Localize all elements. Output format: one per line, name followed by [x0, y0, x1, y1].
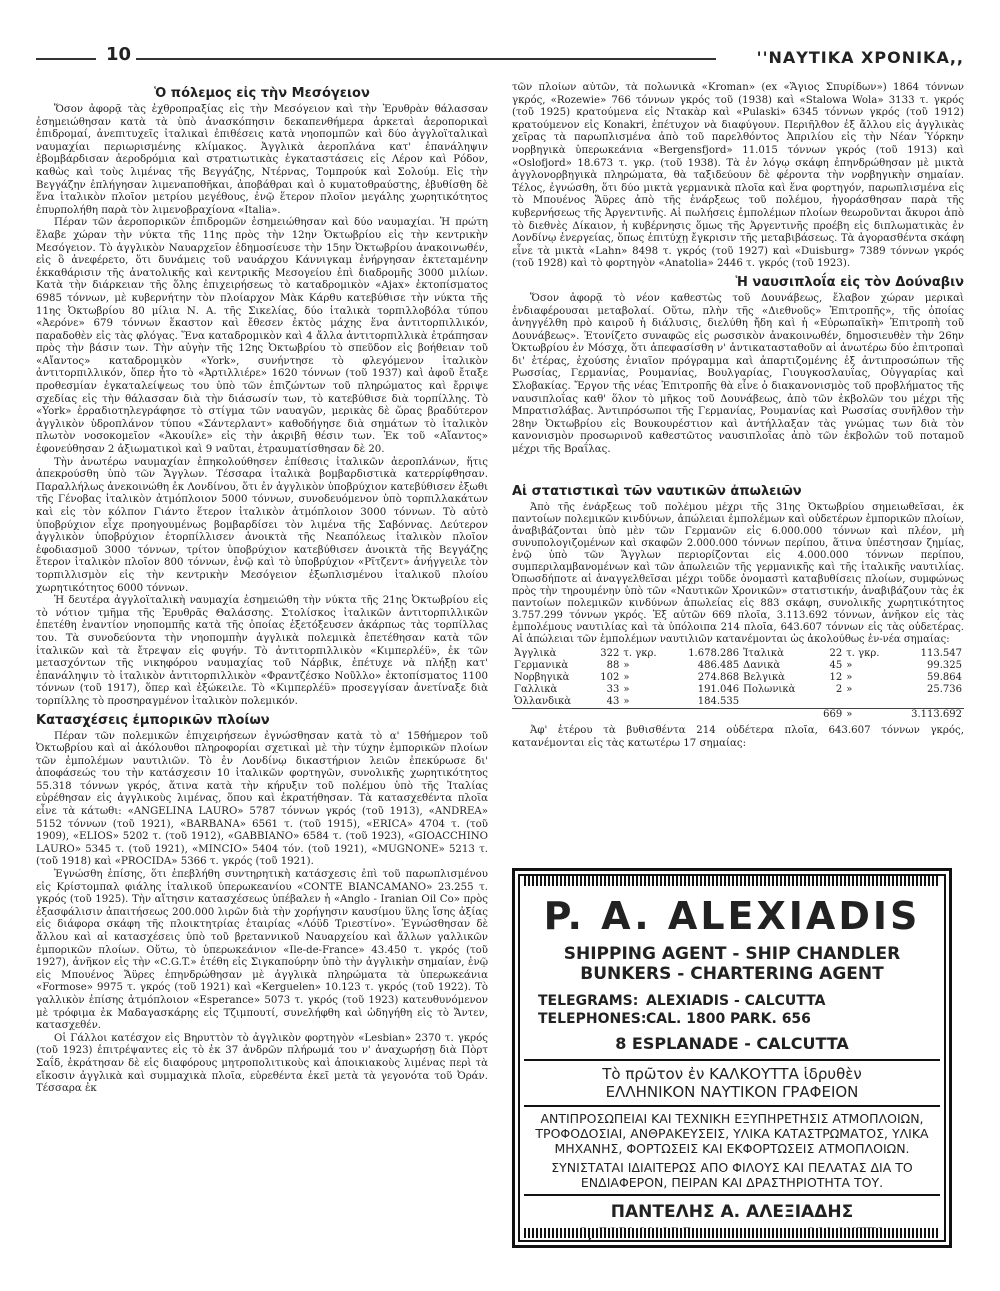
table-cell: Ὁλλανδικὰ [514, 696, 572, 707]
ad-greek-line: Τὸ πρῶτον ἐν ΚΑΛΚΟΥΤΤΑ ἱδρυθὲν [602, 1065, 862, 1083]
total-row [512, 709, 964, 722]
table-cell: 274.868 [697, 672, 740, 683]
ad-label: TELEPHONES: [538, 1011, 647, 1027]
ad-greek-line: ΕΛΛΗΝΙΚΟΝ ΝΑΥΤΙΚΟΝ ΓΡΑΦΕΙΟΝ [605, 1083, 859, 1101]
table-cell: 3.113.692 [893, 709, 964, 722]
table-cell: 88 [606, 660, 620, 671]
table-cell: Πολωνικὰ [743, 684, 796, 695]
table-cell: Ἰταλικὰ [743, 648, 784, 659]
table-row [512, 672, 964, 684]
page-number: 10 [106, 44, 132, 65]
section-title-statistics: Αἱ στατιστικαὶ τῶν ναυτικῶν ἀπωλειῶν [512, 484, 802, 499]
section-title-mediterranean: Ὁ πόλεμος εἰς τὴν Μεσόγειον [154, 86, 370, 101]
ad-services-line: BUNKERS - CHARTERING AGENT [580, 964, 884, 984]
paragraph: Ἐγνώσθη ἐπίσης, ὅτι ἐπεβλήθη συντηρητικὴ κατάσχεσις ἐπὶ τοῦ παρωπλισμένου εἰς Κρίστομπαλ φιάλης ἰταλικοῦ ὑπερωκεανίου «CONTE BIANCAMANO» 23.255 τ. γκρός (τοῦ 1925). Τὴν αἴτησιν κατασχέσεως ὑπέβαλεν ἡ «Anglo - Iranian Oil Co» πρὸς ἐξασφάλισιν ἀπαιτήσεως 200.000 λιρῶν διὰ τὴν χορήγησιν καυσίμου ὕλης ἴσης ἀξίας εἰς διάφορα σκάφη τῆς πλοικτητρίας ἑταιρίας «Λόϋδ Τριεστίνο». Ἐγνώσθησαν δὲ ἄλλου καὶ αἱ κατασχέσεις ὑπὸ τοῦ βρεταννικοῦ Ναυαρχείου καὶ ἄλλων γαλλικῶν ἐμπορικῶν πλοίων. Οὕτω, τὸ ὑπερωκεάνιον «Ile-de-France» 43.450 τ. γκρός (τοῦ 1927), ἀνῆκον εἰς τὴν «C.G.T.» ἐτέθη εἰς Σιγκαπούρην ὑπὸ τὴν ἀγγλικὴν σημαίαν, ἐνῷ εἰς Μπουένος Ἄϋρες ἐπηνδρώθησαν μὲ ἀγγλικὰ πληρώματα τὰ ὑπερωκεάνια «Formose» 9975 τ. γκρός (τοῦ 1921) καὶ «Kerguelen» 10.123 τ. γκρός (τοῦ 1922). Τὸ γαλλικὸν ἐπίσης ἀτμόπλοιον «Esperance» 5073 τ. γκρός (τοῦ 1923) κατευθυνόμενον μὲ τρόφιμα ἐκ Μαδαγασκάρης εἰς Τζιμπουτί, συνελήφθη καὶ ὡδηγήθη εἰς τὸ Ἄντεν, κατασχεθέν. [36, 869, 488, 1032]
ad-greek-services: ΑΝΤΙΠΡΟΣΩΠΕΙΑΙ ΚΑΙ ΤΕΧΝΙΚΗ ΕΞΥΠΗΡΕΤΗΣΙΣ ΑΤΜΟΠΛΟΙΩΝ, ΤΡΟΦΟΔΟΣΙΑΙ, ΑΝΘΡΑΚΕΥΣΕΙΣ, ΥΛΙΚΑ ΚΑΤΑΣΤΡΩΜΑΤΟΣ, ΥΛΙΚΑ ΜΗΧΑΝΗΣ, ΦΟΡΤΩΣΕΙΣ ΚΑΙ ΕΚΦΟΡΤΩΣΕΙΣ ΑΤΜΟΠΛΟΙΩΝ. [535, 1111, 929, 1156]
table-cell [814, 696, 844, 709]
table-cell: 45 [829, 660, 843, 671]
paragraph: Πέραν τῶν πολεμικῶν ἐπιχειρήσεων ἐγνώσθησαν κατὰ τὸ α' 15θήμερον τοῦ Ὀκτωβρίου καὶ αἱ ἀκόλουθοι πληροφορίαι σχετικαὶ μὲ τὴν τύχην ἐμπορικῶν πλοίων τῶν ἐμπολέμων ναυτιλιῶν. Τὸ ἐν Λονδίνῳ δικαστήριον λειῶν ἐπεκύρωσε δι' ἀποφάσεώς του τὴν κατάσχεσιν 10 ἰταλικῶν φορτηγῶν, συνολικῆς χωρητικότητος 55.318 τόννων γκρός, ἅτινα κατὰ τὴν κήρυξιν τοῦ πολέμου ὑπὸ τῆς Ἰταλίας εὑρέθησαν εἰς ἀγγλικοὺς λιμένας, ὅπου καὶ ἐκρατήθησαν. Τὰ κατασχεθέντα πλοῖα εἶνε τὰ κάτωθι: «ANGELINA LAURO» 5787 τόννων γκρός (τοῦ 1913), «ANDREA» 5152 τόννων (τοῦ 1921), «BARBANA» 6561 τ. (τοῦ 1915), «ERICA» 4704 τ. (τοῦ 1909), «ELIOS» 5202 τ. (τοῦ 1912), «GABBIANO» 6584 τ. (τοῦ 1923), «GIOACCHINO LAURO» 5345 τ. (τοῦ 1921), «MINCIO» 5404 τόν. (τοῦ 1921), «MUGNONE» 5213 τ. (τοῦ 1918) καὶ «PROCIDA» 5366 τ. γκρός (τοῦ 1921). [36, 730, 488, 868]
table-cell: τ. γκρ. [623, 648, 657, 659]
table-cell: 669 [814, 709, 844, 722]
table-cell: » [846, 672, 853, 683]
table-row [512, 696, 964, 709]
ad-greek-recommend: ΣΥΝΙΣΤΑΤΑΙ ΙΔΙΑΙΤΕΡΩΣ ΑΠΟ ΦΙΛΟΥΣ ΚΑΙ ΠΕΛΑΤΑΣ ΔΙΑ ΤΟ ΕΝΔΙΑΦΕΡΟΝ, ΠΕΙΡΑΝ ΚΑΙ ΔΡΑΣΤΗΡΙΟΤΗΤΑ ΤΟΥ. [551, 1160, 913, 1190]
table-cell: 33 [606, 684, 620, 695]
table-row [512, 660, 964, 672]
table-cell: Νορβηγικὰ [514, 672, 570, 683]
advertisement-alexiadis [512, 868, 952, 1248]
table-cell: 1.678.286 [688, 648, 740, 659]
table-cell: τ. γκρ. [846, 648, 880, 659]
ad-stripe [524, 1228, 940, 1238]
table-cell: » [623, 672, 630, 683]
table-cell: 486.485 [697, 660, 740, 671]
table-cell [591, 709, 621, 722]
table-cell [621, 709, 669, 722]
table-cell: 184.535 [697, 696, 740, 707]
ad-services-line: SHIPPING AGENT - SHIP CHANDLER [563, 944, 901, 964]
table-cell: » [844, 709, 892, 722]
table-cell: » [623, 684, 630, 695]
section-title-seizures: Κατασχέσεις ἐμπορικῶν πλοίων [36, 712, 270, 728]
table-cell: 43 [606, 696, 620, 707]
header-rule-left [36, 58, 96, 60]
left-column [36, 82, 488, 1250]
table-cell [670, 709, 741, 722]
paragraph: Ἡ δευτέρα ἀγγλοϊταλικὴ ναυμαχία ἐσημειώθη τὴν νύκτα τῆς 21ης Ὀκτωβρίου εἰς τὸ νότιον τμῆμα τῆς Ἐρυθρᾶς Θαλάσσης. Στολίσκος ἰταλικῶν ἀντιτορπιλλικῶν ἐπετέθη ἐναντίον νηοπομπῆς κατὰ τῆς ὁποίας ἐξετόξευσεν ἀκάρπως τὰς τορπίλλας του. Τὰ συνοδεύοντα τὴν νηοπομπὴν ἀγγλικὰ πολεμικὰ ἐπετέθησαν κατὰ τῶν ἰταλικῶν καὶ τὰ ἔτρεψαν εἰς φυγήν. Τὸ ἀντιτορπιλλικὸν «Κιμπερλέϋ», ἐκ τῶν μετασχόντων τῆς νικηφόρου ναυμαχίας τοῦ Νάρβικ, ἐπέτυχε νὰ πλήξῃ κατ' ἐπανάληψιν τὸ ἰταλικὸν ἀντιτορπιλλικὸν «Φραντζέσκο Νοῦλλο» ἐκτοπίσματος 1100 τόννων (τοῦ 1917), ὅπερ καὶ ἐξώκειλε. Τὸ «Κιμπερλέϋ» προσεγγίσαν ἀνετίναξε διὰ τορπίλλης τὸ προσηραγμένον ἰταλικὸν πολεμικόν. [36, 595, 488, 707]
table-cell: Βελγικὰ [743, 672, 785, 683]
paragraph: Τὴν ἀνωτέρω ναυμαχίαν ἐπηκολούθησεν ἐπίθεσις ἰταλικῶν ἀεροπλάνων, ἥτις ἀπεκρούσθη ὑπὸ τῶν Ἄγγλων. Τέσσαρα ἰταλικὰ βομβαρδιστικὰ κατερρίφθησαν. Παραλλήλως ἀνεκοινώθη ἐκ Λονδίνου, ὅτι ἐν ἀγγλικὸν ὑποβρύχιον κατεβύθισεν ἐξωθι τῆς Γένοβας ἰταλικὸν ἀτμόπλοιον 5000 τόννων, συνοδευόμενον ὑπὸ τορπιλλακάτων καὶ εἰς τὸν κόλπον Γιάντο ἕτερον ἰταλικὸν ἀτμόπλοιον 3000 τόννων. Τὸ αὐτὸ ὑποβρύχιον εἶχε προηγουμένως βομβαρδίσει τὸν λιμένα τῆς Σαβόννας. Δεύτερον ἀγγλικὸν ὑποβρύχιον ἐτορπίλλισεν ἀνοικτὰ τῆς Νεαπόλεως ἰταλικὸν πλοῖον ἐφοδιασμοῦ 3000 τόννων, τρίτον ὑποβρύχιον κατεβύθισεν ἀνοικτὰ τῆς Βεγγάζης ἕτερον ἰταλικὸν πλοῖον 800 τόννων, ἐνῷ καὶ τὸ ὑποβρύχιον «Ρῖτζεντ» ἀνήγγειλε τὸν τορπιλλισμὸν εἰς τὴν κεντρικὴν Μεσόγειον ἐξωπλισμένου ἰταλικοῦ πλοίου χωρητικότητος 6000 τόννων. [36, 456, 488, 594]
ad-divider [524, 1059, 940, 1061]
ad-stripe [524, 876, 940, 886]
paragraph: Ἀφ' ἑτέρου τὰ βυθισθέντα 214 οὐδέτερα πλοῖα, 643.607 τόννων γκρός, κατανέμονται εἰς τὰς κατωτέρω 17 σημαίας: [512, 725, 964, 749]
ad-label: TELEGRAMS: [538, 993, 639, 1009]
right-column [512, 82, 964, 480]
table-cell: 25.736 [927, 684, 962, 695]
table-cell: » [846, 684, 853, 695]
table-cell [844, 696, 892, 709]
losses-statistics [512, 484, 964, 750]
table-cell: 99.325 [927, 660, 962, 671]
table-cell [741, 696, 814, 709]
paragraph: τῶν πλοίων αὐτῶν, τὰ πολωνικὰ «Kroman» (ex «Ἅγιος Σπυρίδων») 1864 τόννων γκρός, «Rozewie» 766 τόννων γκρός τοῦ (1938) καὶ «Stalowa Wola» 3133 τ. γκρός (τοῦ 1925) κρατούμενα εἰς Ντακὰρ καὶ «Pulaski» 6345 τόννων γκρός (τοῦ 1912) κρατούμενον εἰς Konakri, ἐπέτυχον νὰ διαφύγουν. Περιῆλθον ἐξ ἄλλου εἰς ἀγγλικὰς χεῖρας τὰ παρωπλισμένα ἀπὸ τοῦ παρελθόντος Ἀπριλίου εἰς τὴν Νέαν Ὑόρκην νορβηγικὰ ὑπερωκεάνια «Bergensfjord» 11.015 τόννων γκρός (τοῦ 1913) καὶ «Oslofjord» 18.673 τ. γκρ. (τοῦ 1938). Τὰ ἐν λόγῳ σκάφη ἐπηνδρώθησαν μὲ μικτὰ ἀγγλονορβηγικὰ πληρώματα, θὰ ταξιδεύουν δὲ φέροντα τὴν νορβηγικὴν σημαίαν. Τέλος, ἐγνώσθη, ὅτι δύο μικτὰ γερμανικὰ πλοῖα καὶ ἕνα φορτηγόν, παρωπλισμένα εἰς τὸ Μπουένος Ἄϋρες ἀπὸ τῆς ἐνάρξεως τοῦ πολέμου, ἠγοράσθησαν παρὰ τῆς κυβερνήσεως τῆς Ἀργεντινῆς. Αἱ πωλήσεις ἐμπολέμων πλοίων θεωροῦνται ἄκυροι ἀπὸ τὸ διεθνὲς Δίκαιον, ἡ κυβέρνησις ὅμως τῆς Ἀργεντινῆς προέβη εἰς διπλωματικὰς ἐν Λονδίνῳ ἐνεργείας, ὅπως ἐπιτύχῃ ἔγκρισιν τῆς μεταβιβάσεως. Τὰ ἀγορασθέντα σκάφη εἶνε τὰ μικτὰ «Lahn» 8498 τ. γκρός (τοῦ 1927) καὶ «Duisburg» 7389 τόννων γκρός (τοῦ 1928) καὶ τὸ φορτηγὸν «Anatolia» 2446 τ. γκρός (τοῦ 1923). [512, 82, 964, 270]
table-cell: Γαλλικὰ [514, 684, 558, 695]
table-cell: 12 [829, 672, 843, 683]
ad-company-name: P. A. ALEXIADIS [543, 894, 921, 938]
paragraph: Ἀπὸ τῆς ἐνάρξεως τοῦ πολέμου μέχρι τῆς 31ης Ὀκτωβρίου σημειωθεῖσαι, ἐκ παντοίων πολεμικῶν κινδύνων, ἀπώλειαι ἐμπολέμων καὶ οὐδετέρων ἐμπορικῶν πλοίων, ἀναβιβάζονται ὑπὸ μὲν τῶν Γερμανῶν εἰς 6.000.000 τόννων καὶ πλέον, μὴ συνυπολογιζομένων καὶ σκαφῶν 2.000.000 τόννων περίπου, ἅτινα ὑπέστησαν ζημίας, ἐνῷ ὑπὸ τῶν Ἄγγλων περιορίζονται εἰς 4.000.000 τόννων περίπου, συμπεριλαμβανομένων καὶ τῶν ἀπωλειῶν τῆς γερμανικῆς καὶ τῆς ἰταλικῆς ναυτιλίας. Ὀπωσδήποτε αἱ ἀναγγελθεῖσαι μέχρι τοῦδε ὀνομαστὶ καταβυθίσεις πλοίων, συμφώνως πρὸς τὴν τηρουμένην ὑπὸ τῶν «Ναυτικῶν Χρονικῶν» στατιστικήν, ἀναβιβάζουν τὰς ἐκ παντοίων πολεμικῶν κινδύνων ἀπωλείας εἰς 883 σκάφη, συνολικῆς χωρητικότητος 3.757.299 τόννων γκρός. Ἐξ αὐτῶν 669 πλοῖα, 3.113.692 τόννων, ἀνῆκον εἰς τὰς ἐμπολέμους ναυτιλίας καὶ τὰ ὑπόλοιπα 214 πλοῖα, 643.607 τόννων εἰς τὰς οὐδετέρας. Αἱ ἀπώλειαι τῶν ἐμπολέμων ναυτιλιῶν κατανέμονται ὡς ἀκολούθως ἐν-νέα σημαίας: [512, 502, 964, 645]
header-rule-middle [136, 58, 716, 60]
table-cell: 102 [600, 672, 620, 683]
ad-divider [524, 1194, 940, 1196]
table-cell: » [623, 696, 630, 707]
page-header [36, 44, 964, 72]
table-cell: 322 [600, 648, 620, 659]
table-cell: 2 [835, 684, 843, 695]
ad-value: CAL. 1800 PARK. 656 [646, 1011, 811, 1027]
table-cell [512, 709, 591, 722]
table-cell [893, 696, 964, 709]
table-cell: Δανικὰ [743, 660, 781, 671]
table-cell: Ἀγγλικὰ [514, 648, 557, 659]
paragraph: Οἱ Γάλλοι κατέσχον εἰς Βηρυττὸν τὸ ἀγγλικὸν φορτηγὸν «Lesbian» 2370 τ. γκρός (τοῦ 1923) ἐπιτρέψαντες εἰς τὸ ἐκ 37 ἀνδρῶν πλήρωμά του ν' ἀναχωρήσῃ διὰ Πὸρτ Σαΐδ, ἐκράτησαν δὲ εἰς διαφόρους μητροπολιτικοὺς καὶ ἀποικιακοὺς λιμένας περὶ τὰ εἴκοσιν ἀγγλικὰ καὶ συμμαχικὰ πλοῖα, εὑρεθέντα ἐκεῖ μετὰ τὰ γεγονότα τοῦ Ὀράν. Τέσσαρα ἐκ [36, 1032, 488, 1095]
table-cell: » [846, 660, 853, 671]
table-row [512, 684, 964, 696]
ad-divider [524, 1105, 940, 1107]
ad-value: ALEXIADIS - CALCUTTA [646, 993, 826, 1009]
table-row [512, 648, 964, 660]
losses-table [512, 648, 964, 721]
ad-telephones [538, 1010, 940, 1028]
ad-greek-name: ΠΑΝΤΕΛΗΣ Α. ΑΛΕΞΙΑΔΗΣ [610, 1202, 854, 1222]
table-cell: Γερμανικὰ [514, 660, 569, 671]
table-cell: » [623, 660, 630, 671]
paragraph: Ὅσον ἀφορᾷ τὰς ἐχθροπραξίας εἰς τὴν Μεσόγειον καὶ τὴν Ἐρυθρὰν θάλασσαν ἐσημειώθησαν κατὰ τὰ ὑπὸ ἀνασκόπησιν δεκαπενθήμερα ἀρκεταὶ ἀεροπορικαὶ ἐπιδρομαί, ἀνεπιτυχεῖς ἰταλικαὶ ἐπιθέσεις κατὰ νηοπομπῶν καὶ δύο ἀγγλοϊταλικαὶ ναυμαχίαι περιωρισμένης κλίμακος. Ἀγγλικὰ ἀεροπλάνα κατ' ἐπανάληψιν ἐβομβάρδισαν ἀεροδρόμια καὶ στρατιωτικὰς ἐγκαταστάσεις εἰς Λέρον καὶ Ρόδον, καθὼς καὶ τοὺς λιμένας τῆς Βεγγάζης, Ντέρνας, Τομπρούκ καὶ Σολούμ. Εἰς τὴν Βεγγάζην ἐπλήγησαν λιμεναποθῆκαι, ἀποβάθραι καὶ ὁ κυματοθραύστης, ἐβυθίσθη δὲ ἕνα ἰταλικὸν πλοῖον μετρίου μεγέθους, ἐνῷ ἕτερον πλοῖον μεγάλης χωρητικότητος ἐπυρπολήθη παρὰ τὸν λιμενοβραχίονα «Italia». [36, 104, 488, 216]
table-cell: 59.864 [927, 672, 962, 683]
table-cell [741, 709, 814, 722]
table-cell: 191.046 [697, 684, 740, 695]
paragraph: Ὅσον ἀφορᾷ τὸ νέον καθεστὼς τοῦ Δουνάβεως, ἔλαβον χώραν μερικαὶ ἐνδιαφέρουσαι μεταβολαί. Οὕτω, πλὴν τῆς «Διεθνοῦς» Ἐπιτροπῆς», τῆς ὁποίας ἀνηγγέλθη πρὸ καιροῦ ἡ διάλυσις, διελύθη ἤδη καὶ ἡ «Εὐρωπαϊκὴ» Ἐπιτροπὴ τοῦ Δουνάβεως». Ἐτονίζετο συναφῶς εἰς ρωσσικὸν ἀνακοινωθέν, δημοσιευθὲν τὴν 26ην Ὀκτωβρίου ἐν Μόσχᾳ, ὅτι ἀπεφασίσθη ν' ἀντικατασταθοῦν αἱ ἀνωτέρω δύο ἐπιτροπαὶ δι' ἑτέρας, ἐχούσης ἐνιαῖον πρόγραμμα καὶ ἀπαρτιζομένης ἐξ ἀντιπροσώπων τῆς Ρωσσίας, Γερμανίας, Ρουμανίας, Βουλγαρίας, Γιουγκοσλαυΐας, Οὑγγαρίας καὶ Σλοβακίας. Ἔργον τῆς νέας Ἐπιτροπῆς θὰ εἶνε ὁ διακανονισμὸς τοῦ προβλήματος τῆς ναυσιπλοΐας καθ' ὅλον τὸ μῆκος τοῦ Δουνάβεως, ἀπὸ τῶν ἐκβολῶν του μέχρι τῆς Μπρατισλάβας. Ἀντιπρόσωποι τῆς Γερμανίας, Ρουμανίας καὶ Ρωσσίας συνῆλθον τὴν 28ην Ὀκτωβρίου εἰς Βουκουρέστιον καὶ ἀντήλλαξαν τὰς γνώμας των διὰ τὸν κανονισμὸν προσωρινοῦ καθεστῶτος ναυσιπλοΐας ἀπὸ τῶν ἐκβολῶν τοῦ ποταμοῦ μέχρι τῆς Βραΐλας. [512, 292, 964, 456]
journal-title: ''ΝΑΥΤΙΚΑ ΧΡΟΝΙΚΑ,, [756, 48, 964, 67]
table-cell: 22 [829, 648, 843, 659]
ad-telegrams [538, 992, 940, 1010]
paragraph: Πέραν τῶν ἀεροπορικῶν ἐπιδρομῶν ἐσημειώθησαν καὶ δύο ναυμαχίαι. Ἡ πρώτη ἔλαβε χώραν τὴν νύκτα τῆς 11ης πρὸς τὴν 12ην Ὀκτωβρίου εἰς τὴν κεντρικὴν Μεσόγειον. Τὸ ἀγγλικὸν Ναυαρχεῖον ἐδημοσίευσε τὴν 15ην Ὀκτωβρίου ἀνακοινωθέν, εἰς ὃ ἀνεφέρετο, ὅτι δυνάμεις τοῦ ναυάρχου Κάννιγκαμ ἐνήργησαν ἐκτεταμένην ἐκκαθάρισιν τῆς ἀνατολικῆς καὶ κεντρικῆς Μεσογείου ἐπὶ διαδρομῆς 3000 μιλίων. Κατὰ τὴν διάρκειαν τῆς ὅλης ἐπιχειρήσεως τὸ καταδρομικὸν «Ajax» ἐκτοπίσματος 6985 τόννων, μὲ κυβερνήτην τὸν πλοίαρχον Μὰκ Κάρθυ κατεβύθισε τὴν νύκτα τῆς 11ης Ὀκτωβρίου 80 μίλια Ν. Α. τῆς Σικελίας, δύο ἰταλικὰ τορπιλλοβόλα τύπου «Ἀερόνε» 679 τόννων ἕκαστον καὶ ἔθεσεν ἐκτὸς μάχης ἕνα ἀντιτορπιλλικόν, παραδοθὲν εἰς τὰς φλόγας. Ἕνα καταδρομικὸν καὶ 4 ἄλλα ἀντιτορπιλλικὰ ἐτράπησαν πρὸς τὴν βάσιν των. Τὴν αὐγὴν τῆς 12ης Ὀκτωβρίου τὸ σπεῦδον εἰς βοήθειαν τοῦ «Αἴαντος» καταδρομικὸν «York», συνήντησε τὸ φλεγόμενον ἰταλικὸν ἀντιτορπιλλικόν, ὅπερ ἦτο τὸ «Ἀρτιλλιέρε» 1620 τόννων (τοῦ 1937) καὶ ἀφοῦ ἔταξε προθεσμίαν ἐγκαταλείψεως του ὑπὸ τῶν ἐπιζώντων τοῦ πληρώματος καὶ ἔρριψε σχεδίας εἰς τὴν θάλασσαν διὰ τὴν διάσωσίν των, τὸ κατεβύθισε διὰ τορπίλλης. Τὸ «York» ἐρραδιοτηλεγράφησε τὸ στίγμα τῶν ναυαγῶν, μερικὰς δὲ ὥρας βραδύτερον ἀγγλικὸν ὑδροπλάνον τύπου «Σάντερλαντ» καθοδήγησε διὰ σημάτων τὸ ἰταλικὸν πλωτὸν νοσοκομεῖον «Ἀκουίλε» εἰς τὴν ἀκριβῆ θέσιν των. Ἐκ τοῦ «Αἴαντος» ἐφονεύθησαν 2 ἀξιωματικοὶ καὶ 9 ναῦται, ἐτραυματίσθησαν δὲ 20. [36, 217, 488, 456]
section-title-danube: Ἡ ναυσιπλοΐα εἰς τὸν Δούναβιν [735, 274, 964, 290]
table-cell: 113.547 [920, 648, 962, 659]
ad-address: 8 ESPLANADE - CALCUTTA [615, 1034, 849, 1053]
